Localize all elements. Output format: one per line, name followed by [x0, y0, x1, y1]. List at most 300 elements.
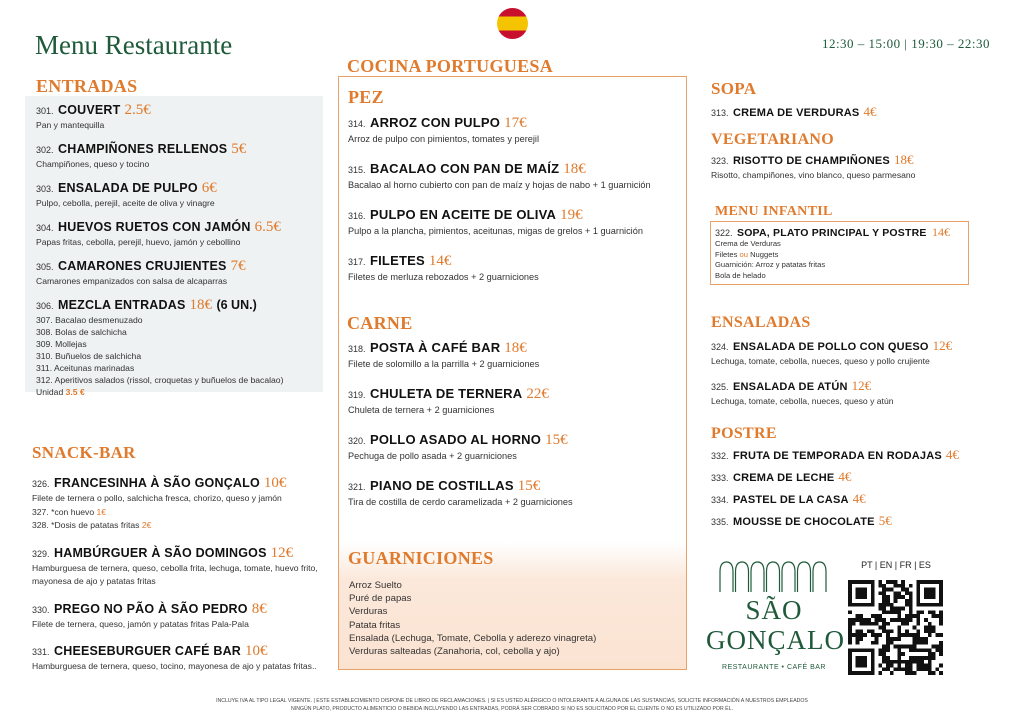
- qr-module: [909, 591, 913, 595]
- menu-item: [32, 600, 332, 632]
- qr-module: [886, 664, 890, 668]
- qr-module: [909, 610, 913, 614]
- qr-module: [890, 580, 894, 584]
- qr-module: [928, 629, 932, 633]
- qr-module: [859, 618, 863, 622]
- qr-module: [939, 645, 943, 649]
- item-description: Pulpo, cebolla, perejil, aceite de oliva y vinagre: [36, 198, 215, 208]
- qr-module: [939, 633, 943, 637]
- item-price: 5€: [231, 141, 247, 157]
- qr-module: [859, 622, 863, 626]
- item-name: ENSALADA DE POLLO CON QUESO: [732, 341, 929, 353]
- item-number: 324.: [711, 342, 729, 352]
- qr-module: [886, 610, 890, 614]
- sub-item-text: 311. Aceitunas marinadas: [36, 363, 135, 373]
- item-price: 18€: [189, 297, 213, 313]
- qr-module: [924, 656, 928, 660]
- qr-module: [935, 633, 939, 637]
- item-price: 10€: [263, 475, 287, 491]
- item-number: 321.: [348, 482, 366, 492]
- qr-module: [859, 614, 863, 618]
- item-price: 5€: [878, 513, 892, 528]
- qr-module: [920, 648, 924, 652]
- qr-module: [871, 633, 875, 637]
- item-number: 319.: [348, 390, 366, 400]
- qr-module: [901, 580, 905, 584]
- qr-module: [905, 622, 909, 626]
- item-name: CREMA DE LECHE: [732, 472, 835, 484]
- qr-module: [886, 633, 890, 637]
- item-description: Camarones empanizados con salsa de alcaparras: [36, 276, 228, 286]
- qr-module: [890, 629, 894, 633]
- unit-label: Unidad: [36, 387, 64, 397]
- item-title-line: [32, 642, 332, 660]
- menu-item: [711, 103, 876, 121]
- sub-item: [36, 314, 321, 326]
- qr-module: [939, 610, 943, 614]
- item-price: 8€: [251, 600, 267, 617]
- qr-module: [913, 671, 917, 675]
- arches-logo-icon: [718, 560, 830, 592]
- qr-module: [894, 595, 898, 599]
- qr-module: [856, 618, 860, 622]
- qr-module: [932, 629, 936, 633]
- qr-module: [886, 656, 890, 660]
- qr-module: [928, 648, 932, 652]
- ensaladas-heading: ENSALADAS: [711, 314, 811, 331]
- qr-module: [916, 656, 920, 660]
- item-number: 326.: [32, 479, 50, 489]
- qr-module: [848, 610, 852, 614]
- item-title-line: [348, 252, 678, 270]
- qr-module: [882, 588, 886, 592]
- qr-module: [924, 629, 928, 633]
- qr-module: [856, 641, 860, 645]
- qr-module: [882, 645, 886, 649]
- qr-module: [909, 595, 913, 599]
- qr-module: [909, 645, 913, 649]
- qr-module: [882, 591, 886, 595]
- qr-module: [909, 599, 913, 603]
- qr-module: [920, 641, 924, 645]
- item-description: Chuleta de ternera + 2 guarniciones: [348, 405, 495, 415]
- sub-item-text: 327. *con huevo: [32, 506, 97, 517]
- qr-module: [897, 645, 901, 649]
- qr-module: [882, 584, 886, 588]
- qr-module: [905, 633, 909, 637]
- qr-module: [924, 637, 928, 641]
- qr-module: [890, 603, 894, 607]
- qr-module: [871, 622, 875, 626]
- logo-line1: SÃO: [745, 595, 803, 625]
- guarnicion-item: Arroz Suelto: [349, 580, 402, 591]
- qr-module: [901, 584, 905, 588]
- qr-module: [856, 614, 860, 618]
- item-name: CHULETA DE TERNERA: [369, 386, 523, 401]
- qr-module: [886, 599, 890, 603]
- qr-module: [909, 633, 913, 637]
- qr-module: [909, 618, 913, 622]
- qr-module: [856, 633, 860, 637]
- menu-item: [36, 257, 321, 287]
- qr-module: [897, 652, 901, 656]
- qr-module: [875, 641, 879, 645]
- qr-module: [916, 660, 920, 664]
- qr-module: [905, 591, 909, 595]
- item-price: 6€: [201, 180, 217, 196]
- item-price: 12€: [270, 544, 294, 561]
- qr-module: [890, 588, 894, 592]
- qr-module: [886, 641, 890, 645]
- item-price: 4€: [945, 447, 959, 462]
- qr-module: [932, 671, 936, 675]
- menu-item: [711, 337, 952, 367]
- qr-module: [920, 664, 924, 668]
- item-name: FILETES: [369, 253, 425, 268]
- qr-module: [897, 591, 901, 595]
- menu-item: [348, 252, 678, 284]
- qr-module: [863, 633, 867, 637]
- item-title-line: [711, 151, 915, 169]
- qr-module: [935, 614, 939, 618]
- qr-module: [939, 618, 943, 622]
- qr-module: [852, 618, 856, 622]
- guarnicion-item: Ensalada (Lechuga, Tomate, Cebolla y aderezo vinagreta): [349, 632, 597, 644]
- qr-module: [928, 656, 932, 660]
- qr-module: [905, 614, 909, 618]
- qr-module: [897, 595, 901, 599]
- qr-module: [882, 618, 886, 622]
- item-price: 15€: [517, 478, 541, 494]
- qr-module: [932, 610, 936, 614]
- qr-module: [897, 633, 901, 637]
- sopa-list: [711, 103, 876, 121]
- item-number: 335.: [711, 517, 729, 527]
- item-number: 320.: [348, 436, 366, 446]
- item-description: mayonesa de ajo y patatas fritas: [32, 576, 156, 586]
- qr-module: [894, 660, 898, 664]
- qr-module: [875, 622, 879, 626]
- item-name: FRANCESINHA À SÃO GONÇALO: [53, 476, 260, 490]
- item-name: HAMBÚRGUER À SÃO DOMINGOS: [53, 545, 267, 560]
- footer-line: INCLUYE IVA AL TIPO LEGAL VIGENTE. | ESTE ESTABLECIMIENTO DISPONE DE LIBRO DE RECLAMACIONES. | SI ES USTED ALÉRGICO O INTOLERANTE A ALGUNA DE LAS SUSTANCIAS, SOLICITE INFORMACIÓN A NUESTROS EMPLEADOS: [216, 698, 808, 704]
- qr-module: [924, 648, 928, 652]
- qr-module: [852, 622, 856, 626]
- item-name: PASTEL DE LA CASA: [732, 494, 849, 506]
- menu-item: [348, 114, 678, 146]
- item-title-line: [711, 103, 876, 121]
- item-title-line: [348, 477, 678, 495]
- qr-module: [897, 664, 901, 668]
- qr-module: [890, 671, 894, 675]
- qr-module: [909, 603, 913, 607]
- item-description: Pan y mantequilla: [36, 120, 105, 130]
- qr-module: [905, 599, 909, 603]
- qr-module: [886, 588, 890, 592]
- qr-module: [848, 626, 852, 630]
- qr-module: [859, 629, 863, 633]
- qr-module: [878, 648, 882, 652]
- item-number: 302.: [36, 145, 54, 155]
- item-price: 18€: [504, 340, 527, 356]
- qr-module: [916, 633, 920, 637]
- qr-module: [894, 607, 898, 611]
- qr-module: [905, 664, 909, 668]
- qr-module: [886, 629, 890, 633]
- spain-flag-icon: [497, 8, 528, 39]
- sub-item-text: 312. Aperitivos salados (rissol, croquetas y buñuelos de bacalao): [36, 375, 284, 385]
- item-number: 329.: [32, 548, 50, 559]
- qr-module: [856, 637, 860, 641]
- item-price: 2.5€: [124, 102, 151, 118]
- qr-module: [916, 614, 920, 618]
- qr-module: [886, 595, 890, 599]
- qr-module: [901, 595, 905, 599]
- guarnicion-item: Puré de papas: [349, 593, 412, 605]
- item-title-line: [711, 512, 959, 530]
- qr-module: [848, 629, 852, 633]
- qr-module: [920, 637, 924, 641]
- item-price: 4€: [863, 104, 877, 119]
- logo: [706, 595, 845, 655]
- sub-item-text: 308. Bolas de salchicha: [36, 327, 127, 337]
- qr-module: [878, 584, 882, 588]
- qr-module: [932, 652, 936, 656]
- item-description: Lechuga, tomate, cebolla, nueces, queso y pollo crujiente: [711, 356, 930, 366]
- item-title-line: [32, 544, 332, 562]
- qr-module: [924, 588, 935, 599]
- qr-module: [916, 610, 920, 614]
- qr-module: [856, 588, 867, 599]
- qr-module: [886, 667, 890, 671]
- qr-module: [913, 648, 917, 652]
- arch-mark: [767, 562, 780, 592]
- qr-module: [913, 633, 917, 637]
- postre-heading: POSTRE: [711, 425, 777, 442]
- menu-item: [711, 446, 959, 464]
- arch-mark: [782, 562, 795, 592]
- qr-module: [939, 641, 943, 645]
- cocina-portuguesa-heading: COCINA PORTUGUESA: [347, 56, 553, 76]
- qr-module: [848, 618, 852, 622]
- infantil-or: ou: [739, 249, 748, 259]
- qr-code-icon[interactable]: [848, 580, 943, 675]
- qr-module: [848, 633, 852, 637]
- qr-module: [890, 664, 894, 668]
- item-name: MEZCLA ENTRADAS: [57, 298, 186, 312]
- menu-item: [348, 431, 678, 463]
- qr-module: [928, 610, 932, 614]
- qr-module: [939, 664, 943, 668]
- item-price: 4€: [852, 491, 866, 506]
- item-number: 322.: [715, 228, 733, 238]
- qr-module: [905, 660, 909, 664]
- item-title-line: [348, 114, 678, 132]
- menu-item: [348, 477, 678, 509]
- qr-module: [909, 660, 913, 664]
- qr-module: [928, 664, 932, 668]
- menu-infantil-heading: MENU INFANTIL: [715, 204, 833, 219]
- sub-item: [36, 326, 321, 338]
- qr-module: [882, 603, 886, 607]
- qr-module: [897, 607, 901, 611]
- qr-module: [894, 645, 898, 649]
- menu-item: [32, 474, 332, 533]
- qr-module: [939, 652, 943, 656]
- item-title-line: [36, 218, 321, 236]
- qr-module: [882, 660, 886, 664]
- qr-module: [920, 610, 924, 614]
- qr-module: [852, 633, 856, 637]
- qr-module: [901, 645, 905, 649]
- qr-module: [905, 618, 909, 622]
- sub-item-price: 2€: [141, 520, 152, 530]
- item-title-line: [711, 490, 959, 508]
- qr-module: [905, 603, 909, 607]
- menu-item: [348, 339, 678, 371]
- qr-module: [878, 633, 882, 637]
- ensaladas-list: [711, 337, 952, 417]
- item-number: 306.: [36, 301, 54, 311]
- item-description: Tira de costilla de cerdo caramelizada + 2 guarniciones: [348, 497, 573, 507]
- qr-module: [913, 645, 917, 649]
- item-suffix: (6 UN.): [216, 298, 257, 312]
- item-title-line: [711, 337, 952, 355]
- qr-module: [905, 645, 909, 649]
- snack-bar-list: [32, 474, 332, 685]
- pez-heading: PEZ: [348, 87, 384, 107]
- item-number: 334.: [711, 495, 729, 505]
- qr-module: [905, 671, 909, 675]
- infantil-option: Nuggets: [750, 249, 779, 259]
- item-title-line: [711, 377, 952, 395]
- item-name: RISOTTO DE CHAMPIÑONES: [732, 155, 890, 167]
- item-description: Filetes de merluza rebozados + 2 guarniciones: [348, 272, 539, 282]
- item-title-line: [348, 431, 678, 449]
- pez-list: [348, 114, 678, 298]
- item-title-line: [36, 257, 321, 275]
- qr-module: [897, 667, 901, 671]
- qr-module: [905, 667, 909, 671]
- item-name: CHAMPIÑONES RELLENOS: [57, 142, 228, 156]
- qr-module: [897, 614, 901, 618]
- item-name: FRUTA DE TEMPORADA EN RODAJAS: [732, 450, 942, 462]
- qr-module: [905, 588, 909, 592]
- qr-module: [939, 614, 943, 618]
- qr-module: [916, 667, 920, 671]
- logo-line2: GONÇALO: [706, 625, 845, 655]
- qr-module: [897, 584, 901, 588]
- item-price: 4€: [838, 469, 852, 484]
- guarniciones-heading: GUARNICIONES: [348, 548, 494, 568]
- qr-module: [901, 660, 905, 664]
- qr-module: [878, 664, 882, 668]
- qr-module: [909, 667, 913, 671]
- item-title-line: [32, 474, 332, 492]
- qr-module: [901, 588, 905, 592]
- unit-price-line: [36, 386, 321, 398]
- qr-module: [878, 580, 882, 584]
- item-price: 7€: [230, 258, 246, 274]
- item-title-line: [36, 140, 321, 158]
- sub-item: [36, 338, 321, 350]
- qr-module: [924, 641, 928, 645]
- item-title-line: [711, 446, 959, 464]
- qr-module: [875, 637, 879, 641]
- qr-module: [863, 622, 867, 626]
- item-name: PIANO DE COSTILLAS: [369, 478, 514, 493]
- item-title-line: [348, 339, 678, 357]
- qr-module: [901, 607, 905, 611]
- qr-module: [878, 614, 882, 618]
- qr-module: [882, 622, 886, 626]
- qr-module: [897, 618, 901, 622]
- qr-module: [897, 626, 901, 630]
- item-name: CREMA DE VERDURAS: [732, 107, 860, 119]
- item-name: PREGO NO PÃO À SÃO PEDRO: [53, 601, 248, 616]
- qr-module: [856, 656, 867, 667]
- qr-module: [894, 591, 898, 595]
- item-title-line: [36, 179, 321, 197]
- item-name: PULPO EN ACEITE DE OLIVA: [369, 207, 557, 222]
- logo-tagline: RESTAURANTE • CAFÉ BAR: [722, 664, 826, 671]
- arch-mark: [720, 562, 733, 592]
- qr-module: [890, 607, 894, 611]
- menu-item: [711, 468, 959, 486]
- qr-module: [882, 667, 886, 671]
- item-price: 22€: [526, 386, 549, 402]
- qr-module: [886, 660, 890, 664]
- qr-module: [924, 618, 928, 622]
- qr-module: [882, 652, 886, 656]
- vegetariano-list: [711, 151, 915, 181]
- page-title: Menu Restaurante: [35, 30, 233, 60]
- qr-module: [897, 656, 901, 660]
- item-number: 317.: [348, 257, 366, 267]
- qr-module: [894, 599, 898, 603]
- sub-item: [32, 506, 332, 520]
- carne-heading: CARNE: [347, 313, 413, 333]
- item-name: CHEESEBURGUER CAFÉ BAR: [53, 644, 242, 658]
- item-title-line: [36, 296, 321, 314]
- item-name: HUEVOS RUETOS CON JAMÓN: [57, 220, 251, 234]
- menu-item: [711, 490, 959, 508]
- qr-module: [909, 656, 913, 660]
- item-description: Hamburguesa de ternera, queso, tocino, mayonesa de ajo y patatas fritas..: [32, 661, 317, 671]
- item-name: BACALAO CON PAN DE MAÍZ: [369, 161, 560, 176]
- qr-module: [916, 637, 920, 641]
- qr-module: [882, 610, 886, 614]
- qr-module: [928, 622, 932, 626]
- sub-item-text: 307. Bacalao desmenuzado: [36, 315, 143, 325]
- item-description: Filete de ternera o pollo, salchicha fresca, chorizo, queso y jamón: [32, 493, 282, 503]
- qr-module: [886, 645, 890, 649]
- item-name: CAMARONES CRUJIENTES: [57, 259, 227, 273]
- sub-item-text: 309. Mollejas: [36, 339, 87, 349]
- item-number: 330.: [32, 604, 50, 615]
- qr-module: [882, 595, 886, 599]
- qr-module: [894, 584, 898, 588]
- sub-item-price: 1€: [96, 506, 107, 517]
- qr-module: [928, 652, 932, 656]
- arch-mark: [798, 562, 811, 592]
- qr-module: [890, 610, 894, 614]
- item-price: 14€: [428, 253, 452, 269]
- item-number: 333.: [711, 473, 729, 483]
- postre-list: [711, 446, 959, 534]
- qr-module: [886, 648, 890, 652]
- sub-item-text: 328. *Dosis de patatas fritas: [32, 520, 142, 530]
